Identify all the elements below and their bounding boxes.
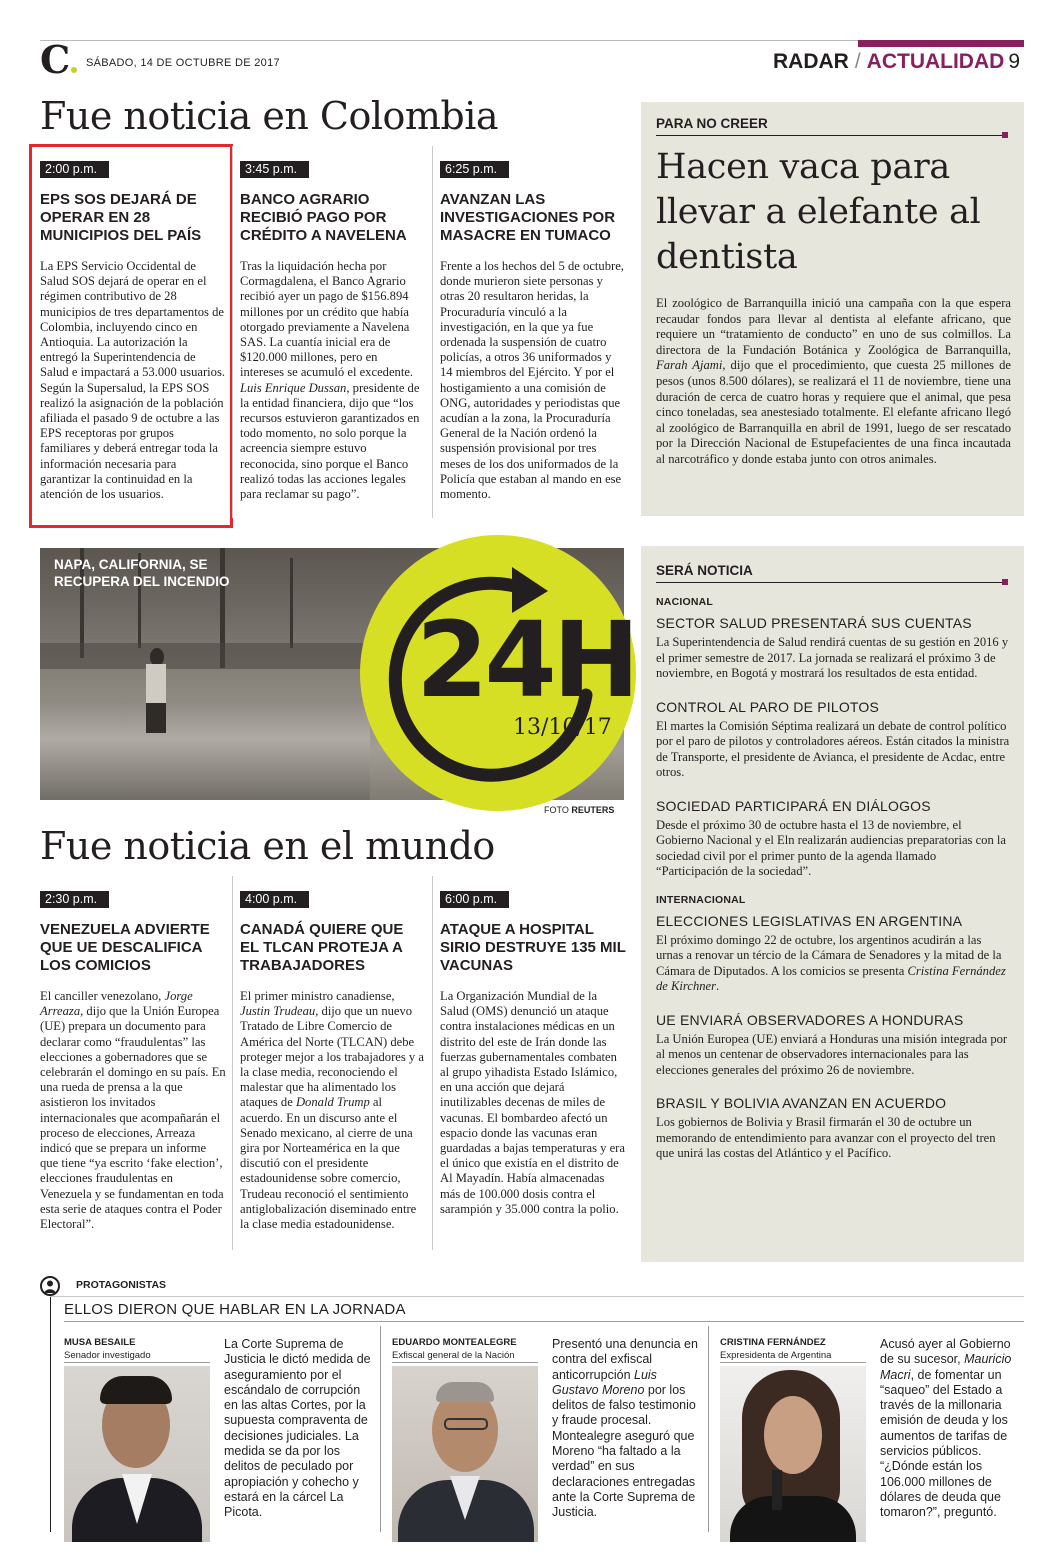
item-body: Desde el próximo 30 de octubre hasta el 13 de noviembre, el Gobierno Nacional y el Eln realizarán audiencias preparatorias con la sociedad civil por el primer punto de la agenda llamado “Participación de la sociedad”.	[656, 817, 1007, 878]
debris	[40, 698, 370, 800]
story-body: La EPS Servicio Occidental de Salud SOS dejará de operar en el régimen contributivo de 28 municipios de tres departamentos de Colombia, incluyendo cinco en Antioquia. La autorización la entregó la Superintendencia de Salud e impactará a 53.000 usuarios. Según la Supersalud, la EPS SOS realizó la asignación de la población afiliada el pasado 9 de octubre a las EPS receptoras por grupos familiares y deberá entregar toda la información necesaria para garantizar la continuidad en la atención de los usuarios.	[40, 259, 226, 502]
para-no-creer-panel	[641, 102, 1024, 516]
item-title: ELECCIONES LEGISLATIVAS EN ARGENTINA	[656, 912, 963, 929]
protagonist-role: Senador investigado	[64, 1350, 151, 1361]
item-body: Los gobiernos de Bolivia y Brasil firmarán el 30 de octubre un memorando de entendimiento para avanzar con el proyecto del tren que unirá las costas del Atlántico y el Pacífico.	[656, 1115, 996, 1160]
list-item	[656, 1012, 1011, 1079]
person-name: Cristina Fernández de Kirchner	[656, 963, 1006, 993]
name-rule	[720, 1362, 866, 1363]
portrait-cristina-fernandez	[720, 1366, 866, 1542]
list-item	[656, 798, 1011, 880]
nacional-label: NACIONAL	[656, 596, 714, 608]
name-rule	[392, 1362, 538, 1363]
story-body: El canciller venezolano, Jorge Arreaza, dijo que la Unión Europea (UE) prepara un documento para declarar como “fraudulentas” las elecciones a gobernadores que se celebrarán el domingo en su país. En una rueda de prensa a la que asistieron los invitados internacionales que acompañarán el proceso de elecciones, Arreaza indicó que se prepara un informe que tiene “ya escrito ‘fake election’, elecciones fraudulentas en Venezuela y se fundamentan en toda esta serie de ataques contra el Poder Electoral”.	[40, 989, 226, 1232]
story-body: La Organización Mundial de la Salud (OMS) denunció un ataque contra instalaciones médicas en un distrito del este de Irán donde las fuerzas gubernamentales combaten al grupo yihadista Estado Islámico, en una acción que dejará inutilizables decenas de miles de vacunas. El bombardeo afectó un espacio donde las vacunas eran guardadas a bajas temperaturas y era el único que existía en el distrito de Al Mayadín. Había almacenadas más de 100.000 dosis contra el sarampión y 35.000 contra la polio.	[440, 989, 625, 1216]
panel-kicker: PARA NO CREER	[656, 116, 768, 131]
story-title: EPS SOS DEJARÁ DE OPERAR EN 28 MUNICIPIOS DEL PAÍS	[40, 191, 202, 244]
face	[764, 1396, 822, 1474]
person-name: Farah Ajami	[656, 358, 723, 373]
page-number: 9	[1008, 50, 1020, 73]
kicker-rule	[656, 135, 1008, 136]
story-venezuela	[40, 888, 226, 1232]
person-icon	[40, 1276, 60, 1296]
story-body: Frente a los hechos del 5 de octubre, donde murieron siete personas y otras 20 resultaron heridas, la Procuraduría vinculó a la investigación, en la que ya fue ordenada la suspensión de cuatro policías, a otros 36 uniformados y 14 miembros del Ejército. Y por el hostigamiento a una comisión de ONG, autoridades y periodistas que acudían a la zona, la Procuraduría General de la Nación ordenó la suspensión provisional por tres meses de los dos uniformados de la Policía que estaban al mando en ese momento.	[440, 259, 624, 502]
story-time: 2:00 p.m.	[40, 161, 109, 178]
story-time: 6:25 p.m.	[440, 161, 509, 178]
story-siria	[440, 888, 626, 1217]
protagonist-name: EDUARDO MONTEALEGRE	[392, 1337, 517, 1348]
logo-dot	[71, 67, 77, 73]
photo-caption: NAPA, CALIFORNIA, SE RECUPERA DEL INCENDIO	[54, 557, 230, 589]
item-title: SOCIEDAD PARTICIPARÁ EN DIÁLOGOS	[656, 797, 931, 814]
story-title: AVANZAN LAS INVESTIGACIONES POR MASACRE EN TUMACO	[440, 191, 616, 244]
column-divider	[232, 876, 233, 1250]
panel-kicker: SERÁ NOTICIA	[656, 563, 753, 578]
protagonist-text: Presentó una denuncia en contra del exfiscal anticorrupción Luis Gustavo Moreno por los delitos de falso testimonio y fraude procesal. Montealegre aseguró que Moreno “ha faltado a la verdad” en sus declaraciones entregadas ante la Corte Suprema de Justicia.	[552, 1337, 698, 1520]
item-title: SECTOR SALUD PRESENTARÁ SUS CUENTAS	[656, 615, 972, 631]
sera-noticia-panel	[641, 546, 1024, 1262]
person-legs	[146, 703, 166, 733]
hillside	[40, 643, 370, 669]
mundo-heading: Fue noticia en el mundo	[40, 824, 495, 868]
story-eps	[40, 158, 226, 502]
person-name: Luis Gustavo Moreno	[552, 1367, 657, 1397]
story-time: 4:00 p.m.	[240, 891, 309, 908]
person-name: Jorge Arreaza	[40, 989, 193, 1019]
subtitle-rule	[64, 1321, 1024, 1322]
internacional-label: INTERNACIONAL	[656, 893, 746, 906]
kicker-rule	[656, 582, 1008, 583]
list-item	[656, 615, 1011, 682]
story-title: CANADÁ QUIERE QUE EL TLCAN PROTEJA A TRABAJADORES	[240, 921, 404, 974]
protagonist-text: La Corte Suprema de Justicia le dictó medida de aseguramiento por el escándalo de corrupción en las altas Cortes, por la supuesta compraventa de decisiones judiciales. La medida se da por los delitos de peculado por apropiación y cohecho y estará en la cárcel La Picota.	[224, 1337, 371, 1520]
protagonist-role: Expresidenta de Argentina	[720, 1350, 832, 1361]
story-title: ATAQUE A HOSPITAL SIRIO DESTRUYE 135 MIL VACUNAS	[440, 921, 626, 974]
photo-credit: FOTO REUTERS	[544, 805, 615, 815]
list-item	[656, 699, 1011, 781]
person-body	[146, 664, 166, 704]
hair	[436, 1382, 494, 1402]
column-divider	[380, 1326, 381, 1532]
item-body: La Unión Europea (UE) enviará a Honduras una misión integrada por al menos un centenar de observadores internacionales para las elecciones generales del próximo 26 de noviembre.	[656, 1031, 1008, 1077]
protagonist-text: Acusó ayer al Gobierno de su sucesor, Mauricio Macri, de fomentar un “saqueo” del Estado a través de la millonaria emisión de deuda y los aumentos de tarifas de servicios públicos. “¿Dónde están los 106.000 millones de dólares de deuda que tomaron?”, preguntó.	[880, 1337, 1012, 1520]
hair	[100, 1376, 172, 1404]
24h-badge	[360, 535, 636, 811]
item-title: CONTROL AL PARO DE PILOTOS	[656, 698, 880, 715]
protagonistas-top-rule	[50, 1296, 1024, 1297]
story-body: El primer ministro canadiense, Justin Trudeau, dijo que un nuevo Tratado de Libre Comercio de América del Norte (TLCAN) debe proteger mejor a los trabajadores y a la clase media, reconociendo el malestar que ha alimentado los ataques de Donald Trump al acuerdo. En un discurso ante el Senado mexicano, al cierre de una gira por Norteamérica en la que discutió con el presidente estadounidense sobre comercio, Trudeau reconoció el sentimiento antiglobalización diseminado entre la clase media estadounidense.	[240, 989, 424, 1232]
protagonistas-rule	[50, 1296, 51, 1532]
item-body: El martes la Comisión Séptima realizará un debate de control político por el paro de pilotos y controladores aéreos. Están citados la ministra de Transporte, el presidente de Avianca, el presidente de Acdac, entre otros.	[656, 718, 1010, 779]
protagonist-role: Exfiscal general de la Nación	[392, 1350, 515, 1361]
kicker-mark	[1002, 132, 1008, 138]
person-name: Donald Trump	[295, 1095, 370, 1110]
section-label: RADAR / ACTUALIDAD 9	[772, 50, 1020, 73]
column-divider	[708, 1326, 709, 1532]
column-divider	[432, 146, 433, 518]
colombia-heading: Fue noticia en Colombia	[40, 94, 499, 138]
story-title: BANCO AGRARIO RECIBIÓ PAGO POR CRÉDITO A NAVELENA	[240, 191, 407, 244]
person-name: Justin Trudeau	[240, 1004, 316, 1019]
story-banco-agrario	[240, 158, 424, 502]
section-radar: RADAR	[772, 50, 849, 73]
portrait-musa-besaile	[64, 1366, 210, 1542]
24h-text: 24H	[416, 599, 636, 721]
story-tumaco	[440, 158, 626, 502]
story-canada	[240, 888, 424, 1232]
burned-tree	[290, 558, 293, 648]
24h-date: 13/10/17	[513, 715, 612, 740]
item-title: UE ENVIARÁ OBSERVADORES A HONDURAS	[656, 1011, 964, 1028]
column-divider	[432, 876, 433, 1250]
list-item	[656, 913, 1011, 995]
list-item	[656, 1095, 1011, 1162]
kicker-mark	[1002, 579, 1008, 585]
story-title: VENEZUELA ADVIERTE QUE UE DESCALIFICA LOS COMICIOS	[40, 921, 210, 974]
story-time: 2:30 p.m.	[40, 891, 109, 908]
clothing	[730, 1496, 856, 1542]
story-body: Tras la liquidación hecha por Cormagdalena, el Banco Agrario recibió ayer un pago de $156.894 millones por un crédito que había otorgado previamente a Navelena SAS. La cuantía inicial era de $120.000 millones, pero en intereses se acumuló el excedente. Luis Enrique Dussan, presidente de la entidad financiera, dijo que “los recursos estuvieron garantizados en todo momento, no solo porque la acreencia siempre estuvo reconocida, sino porque el Banco realizó todas las acciones legales para reclamar su pago”.	[240, 259, 420, 502]
protagonist-name: CRISTINA FERNÁNDEZ	[720, 1337, 826, 1348]
story-time: 6:00 p.m.	[440, 891, 509, 908]
issue-date: SÁBADO, 14 DE OCTUBRE DE 2017	[86, 57, 280, 69]
protagonistas-kicker: PROTAGONISTAS	[76, 1279, 167, 1291]
item-body: El próximo domingo 22 de octubre, los argentinos acudirán a las urnas a renovar un tércio de la Cámara de Senadores y la mitad de la Cámara de Diputados. A los comicios se presenta Cristina Fernández de Kirchner.	[656, 932, 1006, 993]
section-actualidad: ACTUALIDAD	[866, 50, 1005, 73]
column-divider	[232, 146, 233, 518]
person-name: Luis Enrique Dussan	[240, 380, 347, 395]
person-name: Mauricio Macri	[880, 1352, 1012, 1382]
portrait-eduardo-montealegre	[392, 1366, 538, 1542]
sera-noticia-list	[656, 596, 1011, 1162]
item-title: BRASIL Y BOLIVIA AVANZAN EN ACUERDO	[656, 1095, 947, 1111]
panel-title: Hacen vaca para llevar a elefante al dentista	[656, 147, 981, 277]
glasses-icon	[444, 1418, 488, 1430]
section-accent-bar	[858, 40, 1024, 47]
story-time: 3:45 p.m.	[240, 161, 309, 178]
masthead-logo: C	[40, 40, 77, 80]
item-body: La Superintendencia de Salud rendirá cuentas de su gestión en 2016 y el primer semestre de 2017. La jornada se realizará el próximo 3 de noviembre, en Bogotá y mostrará los resultados de esta entidad.	[656, 635, 1009, 680]
name-rule	[64, 1362, 210, 1363]
microphone-icon	[772, 1470, 782, 1510]
protagonist-name: MUSA BESAILE	[64, 1337, 136, 1348]
protagonistas-subtitle: ELLOS DIERON QUE HABLAR EN LA JORNADA	[64, 1301, 406, 1318]
panel-body: El zoológico de Barranquilla inició una campaña con la que espera recaudar fondos para llevar al dentista al elefante africano, que requiere un “tratamiento de conducto” en uno de sus colmillos. La directora de la Fundación Botánica y Zoológica de Barranquilla, Farah Ajami, dijo que el procedimiento, que cuesta 25 millones de pesos (unos 8.500 dólares), se realizará el 11 de noviembre, tiene una duración de cerca de cuatro horas y requiere que el animal, que pesa cinco toneladas, sea anestesiado totalmente. El elefante africano llegó al zoológico de Barranquilla en abril de 1991, luego de ser rescatado por la Dirección Nacional de Estupefacientes de una finca incautada al narcotráfico y donde estaba junto con otros animales.	[656, 296, 1011, 466]
